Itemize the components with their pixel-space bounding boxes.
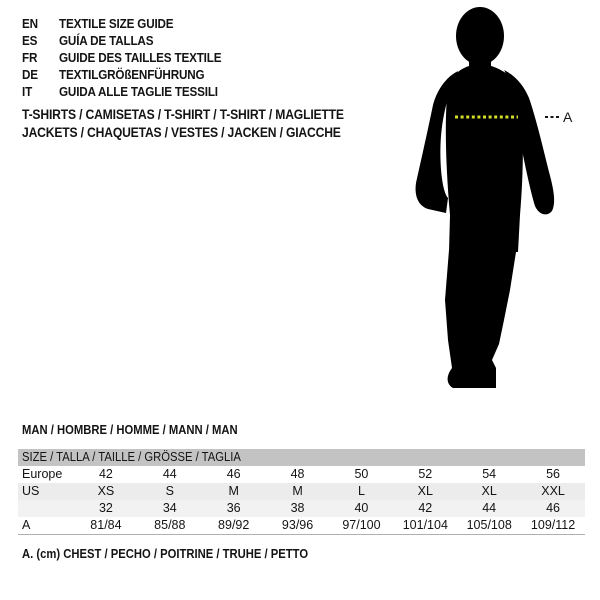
language-row <box>22 66 239 83</box>
language-label: GUIDE DES TAILLES TEXTILE <box>59 50 222 65</box>
category-line <box>22 106 380 124</box>
table-cell: 42 <box>418 501 433 515</box>
table-cell: L <box>357 484 365 498</box>
category-line-text: T-SHIRTS / CAMISETAS / T-SHIRT / T-SHIRT / MAGLIETTE <box>22 107 344 122</box>
table-cell: 56 <box>546 467 561 481</box>
table-cell: 89/92 <box>218 518 250 532</box>
language-row <box>22 32 239 49</box>
table-row-label: A <box>22 518 31 532</box>
table-cell: 32 <box>98 501 113 515</box>
language-label: GUÍA DE TALLAS <box>59 33 154 48</box>
man-silhouette <box>416 7 555 388</box>
table-cell: 52 <box>418 467 433 481</box>
language-code: FR <box>22 50 38 65</box>
man-silhouette-svg <box>400 0 600 400</box>
table-row-label: Europe <box>22 467 63 481</box>
table-cell: XS <box>97 484 115 498</box>
table-cell: 34 <box>162 501 177 515</box>
table-row <box>18 500 585 517</box>
language-row <box>22 49 239 66</box>
language-label: TEXTILGRÖßENFÜHRUNG <box>59 67 205 82</box>
table-row <box>18 466 585 483</box>
table-cell: 85/88 <box>154 518 186 532</box>
table-cell: XXL <box>541 484 565 498</box>
category-line <box>22 124 380 142</box>
size-table-header <box>18 449 585 466</box>
table-cell: 97/100 <box>342 518 381 532</box>
language-label: GUIDA ALLE TAGLIE TESSILI <box>59 84 218 99</box>
table-row-label: US <box>22 484 40 498</box>
language-code: DE <box>22 67 38 82</box>
table-cell: 46 <box>226 467 241 481</box>
table-cell: 50 <box>354 467 369 481</box>
measure-label: A <box>563 109 573 125</box>
language-row <box>22 83 239 100</box>
figure-area <box>400 0 600 400</box>
language-list <box>22 15 239 100</box>
section-title <box>22 423 262 437</box>
category-line-text: JACKETS / CHAQUETAS / VESTES / JACKEN / GIACCHE <box>22 125 341 140</box>
size-table-body <box>18 466 585 534</box>
size-table-header-text: SIZE / TALLA / TAILLE / GRÖSSE / TAGLIA <box>22 450 241 464</box>
footer-note <box>22 547 340 561</box>
table-cell: 44 <box>162 467 177 481</box>
table-cell: 81/84 <box>90 518 122 532</box>
table-row <box>18 483 585 500</box>
table-cell: 105/108 <box>466 518 512 532</box>
table-cell: 48 <box>290 467 305 481</box>
table-cell: 46 <box>546 501 561 515</box>
table-cell: 109/112 <box>530 518 576 532</box>
language-code: IT <box>22 84 33 99</box>
section-title-text: MAN / HOMBRE / HOMME / MANN / MAN <box>22 423 238 437</box>
category-lines <box>22 106 380 142</box>
table-cell: 54 <box>482 467 497 481</box>
table-cell: 38 <box>290 501 305 515</box>
silhouette-legs <box>445 250 516 388</box>
language-row <box>22 15 239 32</box>
size-table <box>18 449 585 535</box>
table-cell: 93/96 <box>281 518 314 532</box>
table-cell: 40 <box>354 501 369 515</box>
table-cell: 42 <box>98 467 113 481</box>
language-code: ES <box>22 33 38 48</box>
table-cell: M <box>292 484 303 498</box>
table-cell: 36 <box>226 501 241 515</box>
table-row-label <box>18 500 74 517</box>
table-cell: 101/104 <box>402 518 448 532</box>
table-cell: XL <box>481 484 497 498</box>
table-row <box>18 517 585 534</box>
footer-note-text: A. (cm) CHEST / PECHO / POITRINE / TRUHE / PETTO <box>22 547 309 561</box>
table-cell: 44 <box>482 501 497 515</box>
language-label: TEXTILE SIZE GUIDE <box>59 16 174 31</box>
table-cell: S <box>165 484 174 498</box>
table-cell: XL <box>417 484 433 498</box>
table-cell: M <box>228 484 239 498</box>
language-code: EN <box>22 16 38 31</box>
